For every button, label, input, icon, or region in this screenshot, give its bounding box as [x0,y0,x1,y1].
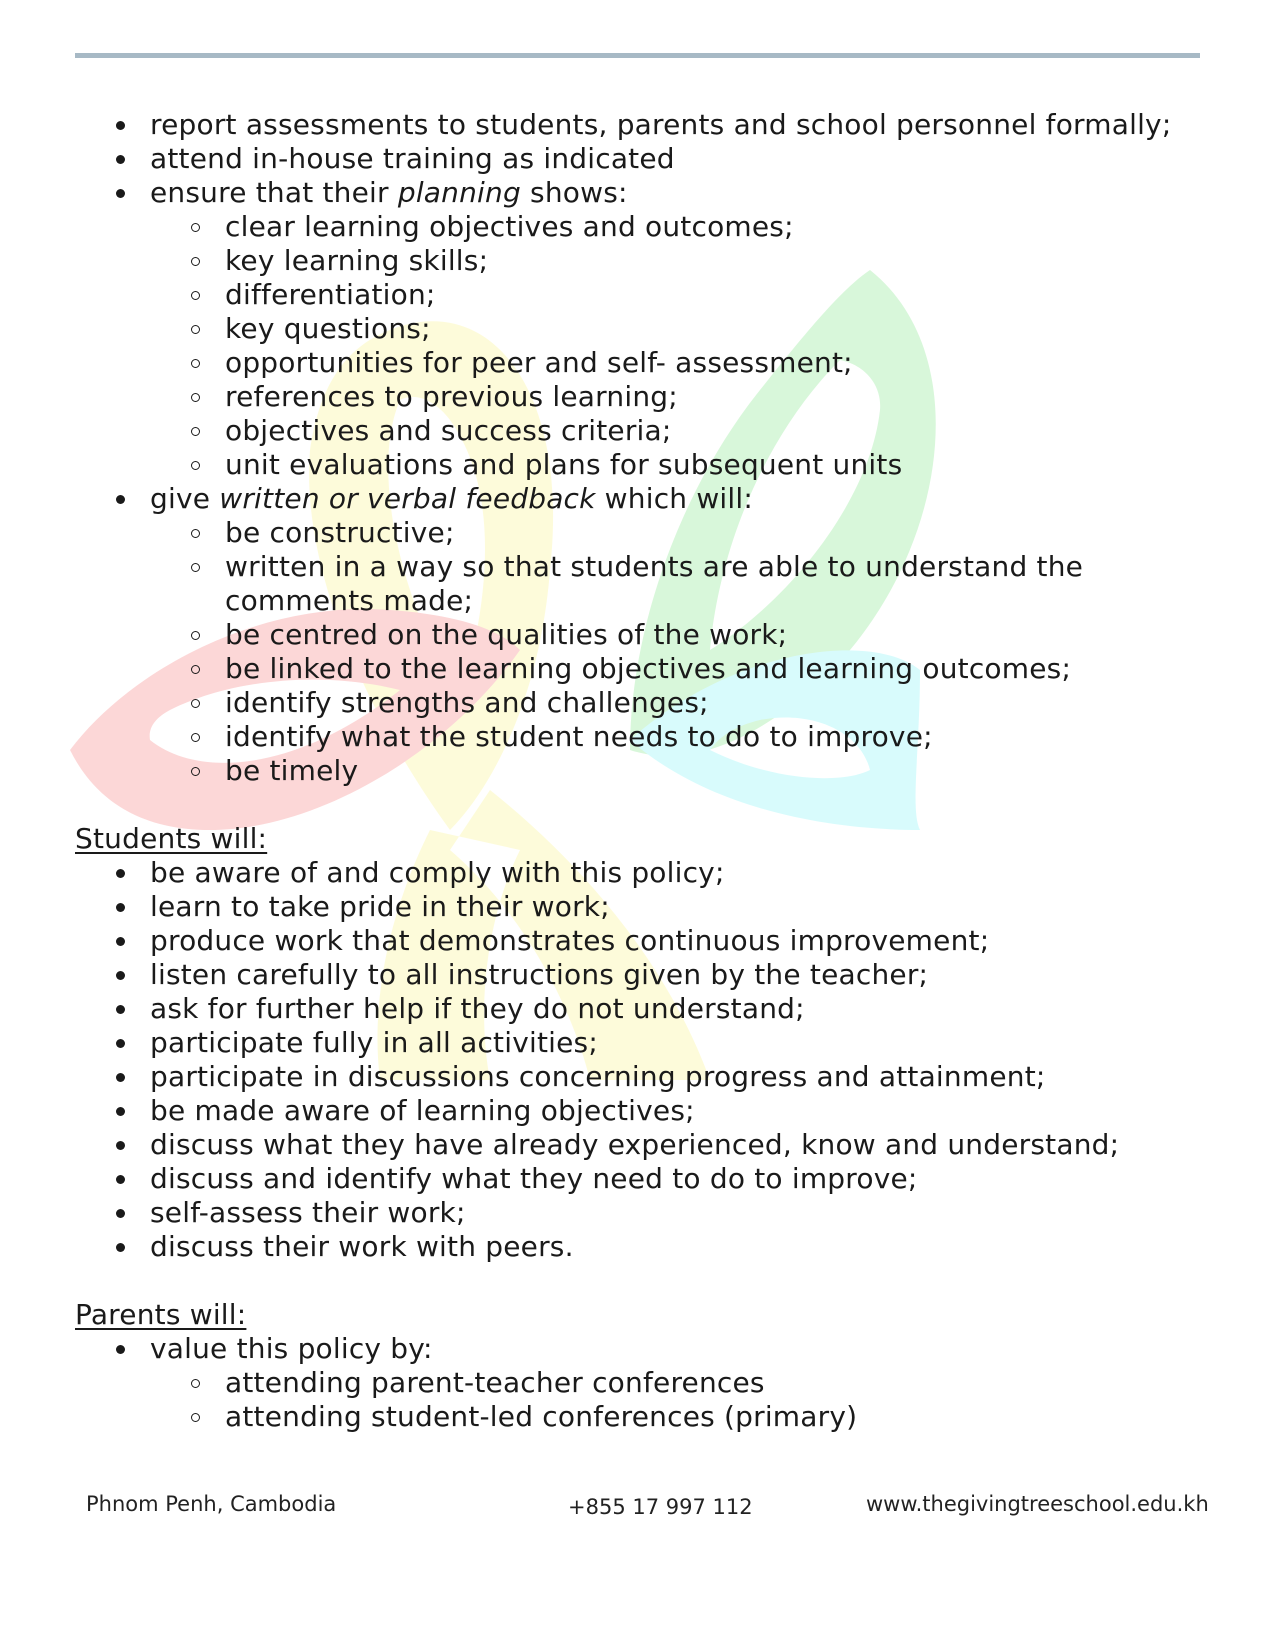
list-item: be made aware of learning objectives; [150,1094,1205,1128]
sub-list-item: identify what the student needs to do to improve; [225,720,1205,754]
footer-website[interactable]: www.thegivingtreeschool.edu.kh [866,1492,1209,1516]
sub-list-item: be centred on the qualities of the work; [225,618,1205,652]
list-item: discuss and identify what they need to do to improve; [150,1162,1205,1196]
sub-list-item: differentiation; [225,278,1205,312]
sub-list-item: unit evaluations and plans for subsequent units [225,448,1205,482]
feedback-emphasis: written or verbal feedback [219,482,596,515]
feedback-sublist [150,516,1205,788]
sub-list-item: identify strengths and challenges; [225,686,1205,720]
list-item: attend in-house training as indicated [150,142,1205,176]
footer-phone: +855 17 997 112 [568,1495,753,1519]
sub-list-item: objectives and success criteria; [225,414,1205,448]
teacher-responsibilities-list [75,108,1205,788]
sub-list-item: be timely [225,754,1205,788]
planning-sublist [150,210,1205,482]
sub-list-item: references to previous learning; [225,380,1205,414]
parents-heading: Parents will: [75,1298,247,1331]
list-item: participate in discussions concerning progress and attainment; [150,1060,1205,1094]
header-rule [75,53,1200,58]
list-item-feedback: give written or verbal feedback which will: be constructive; written in a way so that students are able to understand the comments made; be centred on the qualities of the work; be linked to the learning objectives and learning outcomes; identify strengths and challenges; identify what the student needs to do to improve; be timely [150,482,1205,788]
sub-list-item: be constructive; [225,516,1205,550]
sub-list-item: key learning skills; [225,244,1205,278]
sub-list-item: clear learning objectives and outcomes; [225,210,1205,244]
list-item: value this policy by: attending parent-teacher conferences attending student-led conferences (primary) [150,1332,1205,1434]
list-item: discuss their work with peers. [150,1230,1205,1264]
list-item: self-assess their work; [150,1196,1205,1230]
list-item: ask for further help if they do not understand; [150,992,1205,1026]
planning-emphasis: planning [397,176,521,209]
policy-content [75,108,1205,1434]
parents-sublist [150,1366,1205,1434]
list-item: learn to take pride in their work; [150,890,1205,924]
sub-list-item: be linked to the learning objectives and learning outcomes; [225,652,1205,686]
footer-location: Phnom Penh, Cambodia [86,1492,337,1516]
list-item-planning: ensure that their planning shows: clear learning objectives and outcomes; key learning skills; differentiation; key questions; opportunities for peer and self- assessment; references to previous learning; objectives and success criteria; unit evaluations and plans for subsequent units [150,176,1205,482]
sub-list-item: written in a way so that students are able to understand the comments made; [225,550,1205,618]
list-item: participate fully in all activities; [150,1026,1205,1060]
sub-list-item: key questions; [225,312,1205,346]
sub-list-item: opportunities for peer and self- assessment; [225,346,1205,380]
sub-list-item: attending student-led conferences (primary) [225,1400,1205,1434]
list-item: discuss what they have already experienced, know and understand; [150,1128,1205,1162]
parents-list [75,1332,1205,1434]
students-list [75,856,1205,1264]
list-item: be aware of and comply with this policy; [150,856,1205,890]
list-item: produce work that demonstrates continuous improvement; [150,924,1205,958]
list-item: listen carefully to all instructions given by the teacher; [150,958,1205,992]
list-item: report assessments to students, parents and school personnel formally; [150,108,1205,142]
sub-list-item: attending parent-teacher conferences [225,1366,1205,1400]
students-heading: Students will: [75,822,268,855]
